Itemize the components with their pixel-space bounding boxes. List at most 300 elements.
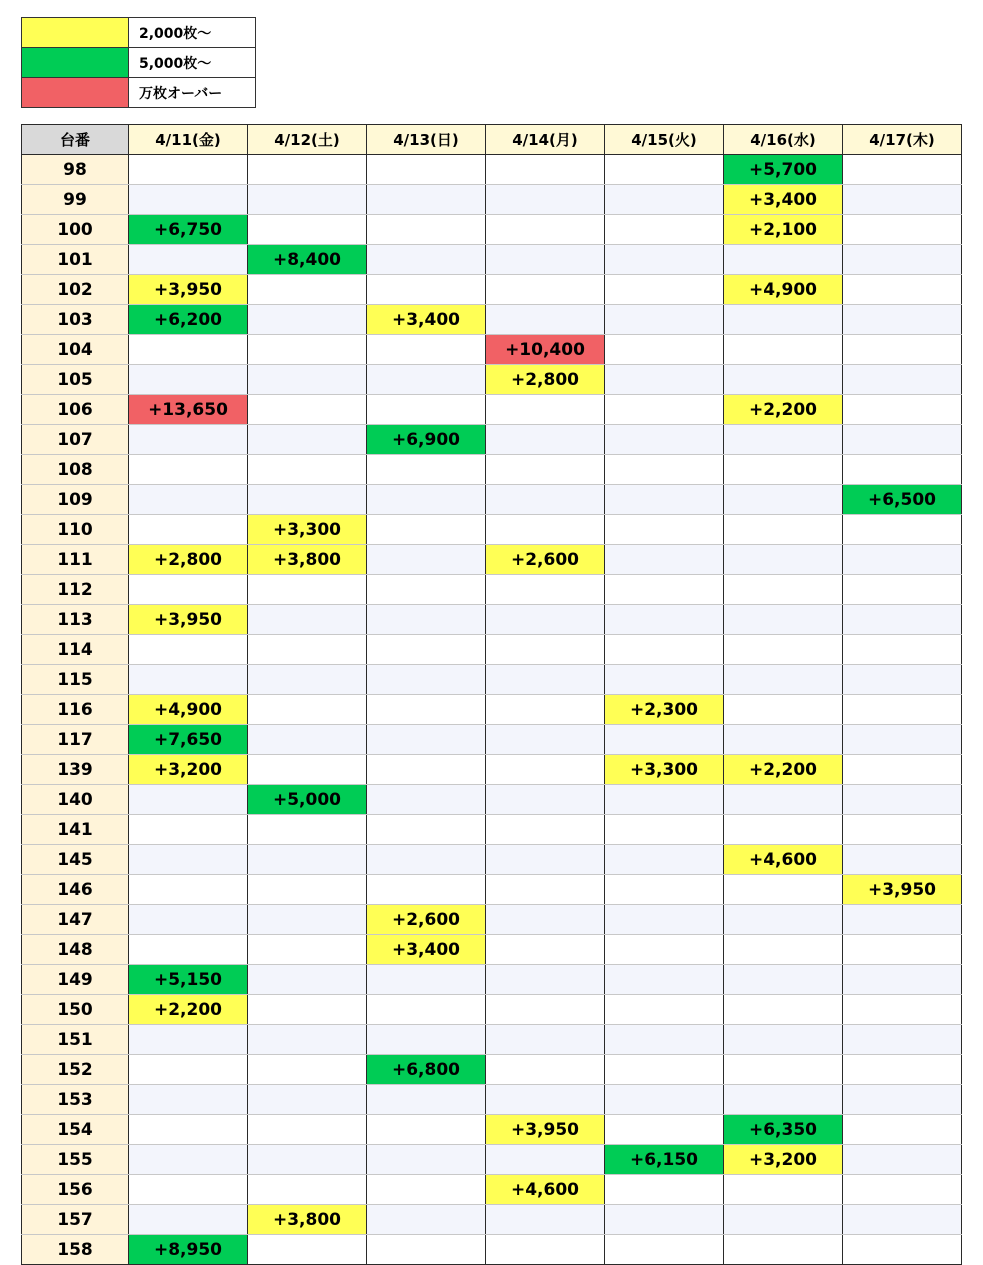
result-cell: +3,200 xyxy=(724,1145,843,1175)
result-cell xyxy=(129,515,248,545)
result-cell: +3,300 xyxy=(248,515,367,545)
result-cell xyxy=(605,245,724,275)
machine-number: 103 xyxy=(22,305,129,335)
result-cell xyxy=(367,965,486,995)
result-cell xyxy=(248,335,367,365)
machine-number: 139 xyxy=(22,755,129,785)
machine-number: 98 xyxy=(22,155,129,185)
table-row xyxy=(22,875,962,905)
machine-number: 150 xyxy=(22,995,129,1025)
results-table xyxy=(21,124,962,1265)
machine-number: 115 xyxy=(22,665,129,695)
result-cell xyxy=(843,1025,962,1055)
result-cell xyxy=(724,455,843,485)
result-cell xyxy=(367,1115,486,1145)
result-cell xyxy=(843,515,962,545)
result-cell xyxy=(129,335,248,365)
result-cell xyxy=(843,245,962,275)
result-cell xyxy=(248,605,367,635)
header-machine-number: 台番 xyxy=(22,125,129,155)
result-cell xyxy=(486,665,605,695)
table-row xyxy=(22,755,962,785)
result-cell xyxy=(129,365,248,395)
result-cell xyxy=(129,575,248,605)
result-cell xyxy=(605,275,724,305)
table-row xyxy=(22,335,962,365)
result-cell xyxy=(486,995,605,1025)
result-cell xyxy=(605,785,724,815)
result-cell xyxy=(367,1205,486,1235)
table-row xyxy=(22,815,962,845)
result-cell xyxy=(367,335,486,365)
result-cell: +6,500 xyxy=(843,485,962,515)
table-row xyxy=(22,425,962,455)
result-cell xyxy=(129,485,248,515)
table-row xyxy=(22,215,962,245)
machine-number: 99 xyxy=(22,185,129,215)
result-cell xyxy=(129,1145,248,1175)
machine-number: 156 xyxy=(22,1175,129,1205)
result-cell xyxy=(605,185,724,215)
result-cell xyxy=(486,455,605,485)
result-cell xyxy=(605,875,724,905)
result-cell xyxy=(724,1025,843,1055)
result-cell xyxy=(248,275,367,305)
result-cell xyxy=(724,695,843,725)
result-cell xyxy=(724,905,843,935)
result-cell xyxy=(724,545,843,575)
result-cell xyxy=(248,1175,367,1205)
result-cell: +4,900 xyxy=(724,275,843,305)
header-row xyxy=(22,125,962,155)
result-cell: +8,950 xyxy=(129,1235,248,1265)
result-cell xyxy=(367,485,486,515)
result-cell xyxy=(129,425,248,455)
result-cell xyxy=(605,665,724,695)
result-cell xyxy=(843,365,962,395)
header-date: 4/13(日) xyxy=(367,125,486,155)
table-row xyxy=(22,965,962,995)
result-cell xyxy=(486,1235,605,1265)
result-cell xyxy=(605,965,724,995)
result-cell: +3,400 xyxy=(724,185,843,215)
result-cell xyxy=(724,995,843,1025)
result-cell xyxy=(248,845,367,875)
result-cell xyxy=(248,1085,367,1115)
legend-body xyxy=(22,18,256,108)
result-cell xyxy=(605,575,724,605)
result-cell xyxy=(486,395,605,425)
result-cell xyxy=(843,395,962,425)
result-cell xyxy=(248,875,367,905)
result-cell xyxy=(129,635,248,665)
result-cell xyxy=(486,755,605,785)
result-cell: +2,600 xyxy=(367,905,486,935)
result-cell xyxy=(486,515,605,545)
table-row xyxy=(22,275,962,305)
result-cell: +3,950 xyxy=(129,275,248,305)
machine-number: 158 xyxy=(22,1235,129,1265)
machine-number: 107 xyxy=(22,425,129,455)
result-cell xyxy=(486,635,605,665)
result-cell xyxy=(248,995,367,1025)
result-cell xyxy=(486,155,605,185)
machine-number: 116 xyxy=(22,695,129,725)
table-body xyxy=(22,155,962,1265)
result-cell xyxy=(724,965,843,995)
result-cell xyxy=(605,515,724,545)
result-cell xyxy=(486,425,605,455)
result-cell xyxy=(843,155,962,185)
result-cell xyxy=(248,1025,367,1055)
result-cell xyxy=(367,455,486,485)
result-cell xyxy=(129,875,248,905)
result-cell: +6,900 xyxy=(367,425,486,455)
result-cell xyxy=(129,785,248,815)
machine-number: 145 xyxy=(22,845,129,875)
result-cell xyxy=(367,215,486,245)
result-cell xyxy=(486,215,605,245)
table-row xyxy=(22,485,962,515)
result-cell xyxy=(129,1055,248,1085)
result-cell xyxy=(724,815,843,845)
result-cell xyxy=(605,815,724,845)
result-cell: +5,150 xyxy=(129,965,248,995)
result-cell xyxy=(367,785,486,815)
machine-number: 101 xyxy=(22,245,129,275)
result-cell: +8,400 xyxy=(248,245,367,275)
result-cell xyxy=(843,1145,962,1175)
result-cell xyxy=(248,1235,367,1265)
result-cell xyxy=(486,305,605,335)
result-cell xyxy=(605,1115,724,1145)
result-cell xyxy=(724,785,843,815)
result-cell xyxy=(129,1175,248,1205)
result-cell xyxy=(605,845,724,875)
machine-number: 153 xyxy=(22,1085,129,1115)
result-cell xyxy=(367,755,486,785)
header-date: 4/15(火) xyxy=(605,125,724,155)
table-row xyxy=(22,1235,962,1265)
machine-number: 110 xyxy=(22,515,129,545)
result-cell xyxy=(605,1055,724,1085)
table-row xyxy=(22,995,962,1025)
result-cell xyxy=(367,515,486,545)
result-cell xyxy=(248,575,367,605)
result-cell xyxy=(843,725,962,755)
result-cell xyxy=(367,1235,486,1265)
machine-number: 108 xyxy=(22,455,129,485)
result-cell xyxy=(724,605,843,635)
machine-number: 111 xyxy=(22,545,129,575)
machine-number: 102 xyxy=(22,275,129,305)
result-cell xyxy=(605,1025,724,1055)
result-cell xyxy=(605,1175,724,1205)
result-cell xyxy=(486,245,605,275)
table-row xyxy=(22,1145,962,1175)
result-cell xyxy=(724,365,843,395)
result-cell xyxy=(843,575,962,605)
result-cell xyxy=(843,1085,962,1115)
color-legend xyxy=(21,17,256,108)
result-cell xyxy=(486,1055,605,1085)
machine-number: 113 xyxy=(22,605,129,635)
result-cell xyxy=(248,1055,367,1085)
result-cell xyxy=(248,365,367,395)
result-cell xyxy=(605,215,724,245)
result-cell xyxy=(605,1205,724,1235)
table-row xyxy=(22,575,962,605)
result-cell xyxy=(605,485,724,515)
result-cell: +6,150 xyxy=(605,1145,724,1175)
machine-number: 140 xyxy=(22,785,129,815)
result-cell xyxy=(724,515,843,545)
result-cell xyxy=(367,185,486,215)
result-cell xyxy=(843,755,962,785)
table-row xyxy=(22,455,962,485)
result-cell xyxy=(605,365,724,395)
result-cell xyxy=(129,905,248,935)
result-cell xyxy=(248,665,367,695)
table-row xyxy=(22,395,962,425)
result-cell: +7,650 xyxy=(129,725,248,755)
result-cell: +2,800 xyxy=(486,365,605,395)
table-row xyxy=(22,905,962,935)
result-cell xyxy=(367,1025,486,1055)
result-cell xyxy=(486,1025,605,1055)
result-cell xyxy=(605,425,724,455)
result-cell xyxy=(129,815,248,845)
result-cell xyxy=(724,245,843,275)
result-cell xyxy=(843,545,962,575)
result-cell: +6,750 xyxy=(129,215,248,245)
result-cell xyxy=(605,395,724,425)
result-cell xyxy=(724,1235,843,1265)
result-cell xyxy=(843,425,962,455)
result-cell xyxy=(129,245,248,275)
result-cell xyxy=(486,935,605,965)
table-row xyxy=(22,1205,962,1235)
result-cell xyxy=(248,695,367,725)
machine-number: 117 xyxy=(22,725,129,755)
result-cell xyxy=(724,935,843,965)
result-cell xyxy=(843,275,962,305)
result-cell xyxy=(843,665,962,695)
result-cell xyxy=(486,845,605,875)
result-cell: +2,800 xyxy=(129,545,248,575)
result-cell xyxy=(724,635,843,665)
machine-number: 151 xyxy=(22,1025,129,1055)
result-cell xyxy=(724,425,843,455)
result-cell xyxy=(367,155,486,185)
result-cell xyxy=(843,995,962,1025)
result-cell xyxy=(605,335,724,365)
result-cell xyxy=(724,305,843,335)
result-cell: +3,400 xyxy=(367,305,486,335)
table-row xyxy=(22,725,962,755)
result-cell: +3,400 xyxy=(367,935,486,965)
result-cell xyxy=(248,185,367,215)
result-cell xyxy=(367,395,486,425)
result-cell xyxy=(367,845,486,875)
result-cell xyxy=(724,575,843,605)
table-row xyxy=(22,635,962,665)
result-cell: +2,200 xyxy=(724,395,843,425)
result-cell xyxy=(843,1235,962,1265)
result-cell xyxy=(248,425,367,455)
result-cell xyxy=(248,395,367,425)
table-row xyxy=(22,665,962,695)
machine-number: 155 xyxy=(22,1145,129,1175)
result-cell xyxy=(486,815,605,845)
result-cell xyxy=(724,725,843,755)
result-cell xyxy=(605,155,724,185)
table-row xyxy=(22,155,962,185)
result-cell: +13,650 xyxy=(129,395,248,425)
result-cell xyxy=(248,755,367,785)
result-cell xyxy=(605,305,724,335)
result-cell xyxy=(843,455,962,485)
result-cell xyxy=(843,185,962,215)
result-cell xyxy=(843,905,962,935)
legend-swatch xyxy=(22,78,129,108)
result-cell xyxy=(486,575,605,605)
table-row xyxy=(22,365,962,395)
result-cell xyxy=(367,1145,486,1175)
header-date: 4/11(金) xyxy=(129,125,248,155)
result-cell xyxy=(367,995,486,1025)
result-cell: +3,950 xyxy=(486,1115,605,1145)
result-cell: +3,300 xyxy=(605,755,724,785)
result-cell xyxy=(486,875,605,905)
result-cell xyxy=(129,185,248,215)
result-cell xyxy=(843,695,962,725)
result-cell: +3,800 xyxy=(248,545,367,575)
machine-number: 152 xyxy=(22,1055,129,1085)
result-cell xyxy=(367,1085,486,1115)
result-cell xyxy=(248,965,367,995)
result-cell xyxy=(486,1145,605,1175)
result-cell xyxy=(367,875,486,905)
result-cell xyxy=(248,635,367,665)
result-cell xyxy=(486,905,605,935)
result-cell xyxy=(486,965,605,995)
table-row xyxy=(22,1175,962,1205)
result-cell: +3,950 xyxy=(129,605,248,635)
result-cell xyxy=(486,485,605,515)
table-row xyxy=(22,605,962,635)
result-cell xyxy=(605,1235,724,1265)
result-cell xyxy=(605,995,724,1025)
result-cell xyxy=(367,365,486,395)
table-row xyxy=(22,515,962,545)
table-row xyxy=(22,245,962,275)
result-cell xyxy=(367,575,486,605)
table-row xyxy=(22,1115,962,1145)
result-cell xyxy=(486,1085,605,1115)
legend-swatch xyxy=(22,48,129,78)
result-cell xyxy=(129,845,248,875)
result-cell xyxy=(367,635,486,665)
result-cell xyxy=(843,215,962,245)
result-cell: +2,200 xyxy=(129,995,248,1025)
result-cell: +4,600 xyxy=(486,1175,605,1205)
result-cell: +4,900 xyxy=(129,695,248,725)
result-cell xyxy=(129,155,248,185)
legend-label: 万枚オーバー xyxy=(129,78,256,108)
machine-number: 114 xyxy=(22,635,129,665)
result-cell xyxy=(248,1145,367,1175)
result-cell: +2,200 xyxy=(724,755,843,785)
result-cell xyxy=(843,785,962,815)
machine-number: 141 xyxy=(22,815,129,845)
table-row xyxy=(22,695,962,725)
legend-row xyxy=(22,78,256,108)
machine-number: 105 xyxy=(22,365,129,395)
result-cell xyxy=(605,455,724,485)
result-cell xyxy=(486,185,605,215)
result-cell: +3,200 xyxy=(129,755,248,785)
result-cell xyxy=(486,1205,605,1235)
result-cell xyxy=(248,905,367,935)
machine-number: 104 xyxy=(22,335,129,365)
result-cell xyxy=(605,1085,724,1115)
result-cell xyxy=(486,725,605,755)
result-cell xyxy=(843,605,962,635)
result-cell xyxy=(724,1055,843,1085)
result-cell: +5,700 xyxy=(724,155,843,185)
result-cell xyxy=(129,1025,248,1055)
result-cell xyxy=(843,815,962,845)
result-cell xyxy=(605,905,724,935)
header-date: 4/16(水) xyxy=(724,125,843,155)
result-cell xyxy=(724,485,843,515)
result-cell xyxy=(843,305,962,335)
legend-row xyxy=(22,18,256,48)
result-cell xyxy=(367,815,486,845)
result-cell: +3,950 xyxy=(843,875,962,905)
machine-number: 112 xyxy=(22,575,129,605)
result-cell xyxy=(129,455,248,485)
result-cell xyxy=(724,1205,843,1235)
result-cell xyxy=(843,935,962,965)
result-cell xyxy=(605,935,724,965)
result-cell xyxy=(367,665,486,695)
result-cell: +2,300 xyxy=(605,695,724,725)
header-date: 4/17(木) xyxy=(843,125,962,155)
result-cell: +6,200 xyxy=(129,305,248,335)
result-cell xyxy=(843,635,962,665)
result-cell xyxy=(367,695,486,725)
result-cell xyxy=(248,155,367,185)
result-cell xyxy=(724,875,843,905)
result-cell: +5,000 xyxy=(248,785,367,815)
machine-number: 109 xyxy=(22,485,129,515)
result-cell: +2,600 xyxy=(486,545,605,575)
result-cell xyxy=(248,725,367,755)
result-cell xyxy=(367,605,486,635)
result-cell xyxy=(486,275,605,305)
result-cell xyxy=(129,935,248,965)
result-cell xyxy=(367,725,486,755)
result-cell xyxy=(248,1115,367,1145)
result-cell xyxy=(486,605,605,635)
table-row xyxy=(22,1085,962,1115)
machine-number: 100 xyxy=(22,215,129,245)
result-cell xyxy=(486,695,605,725)
machine-number: 106 xyxy=(22,395,129,425)
machine-number: 146 xyxy=(22,875,129,905)
